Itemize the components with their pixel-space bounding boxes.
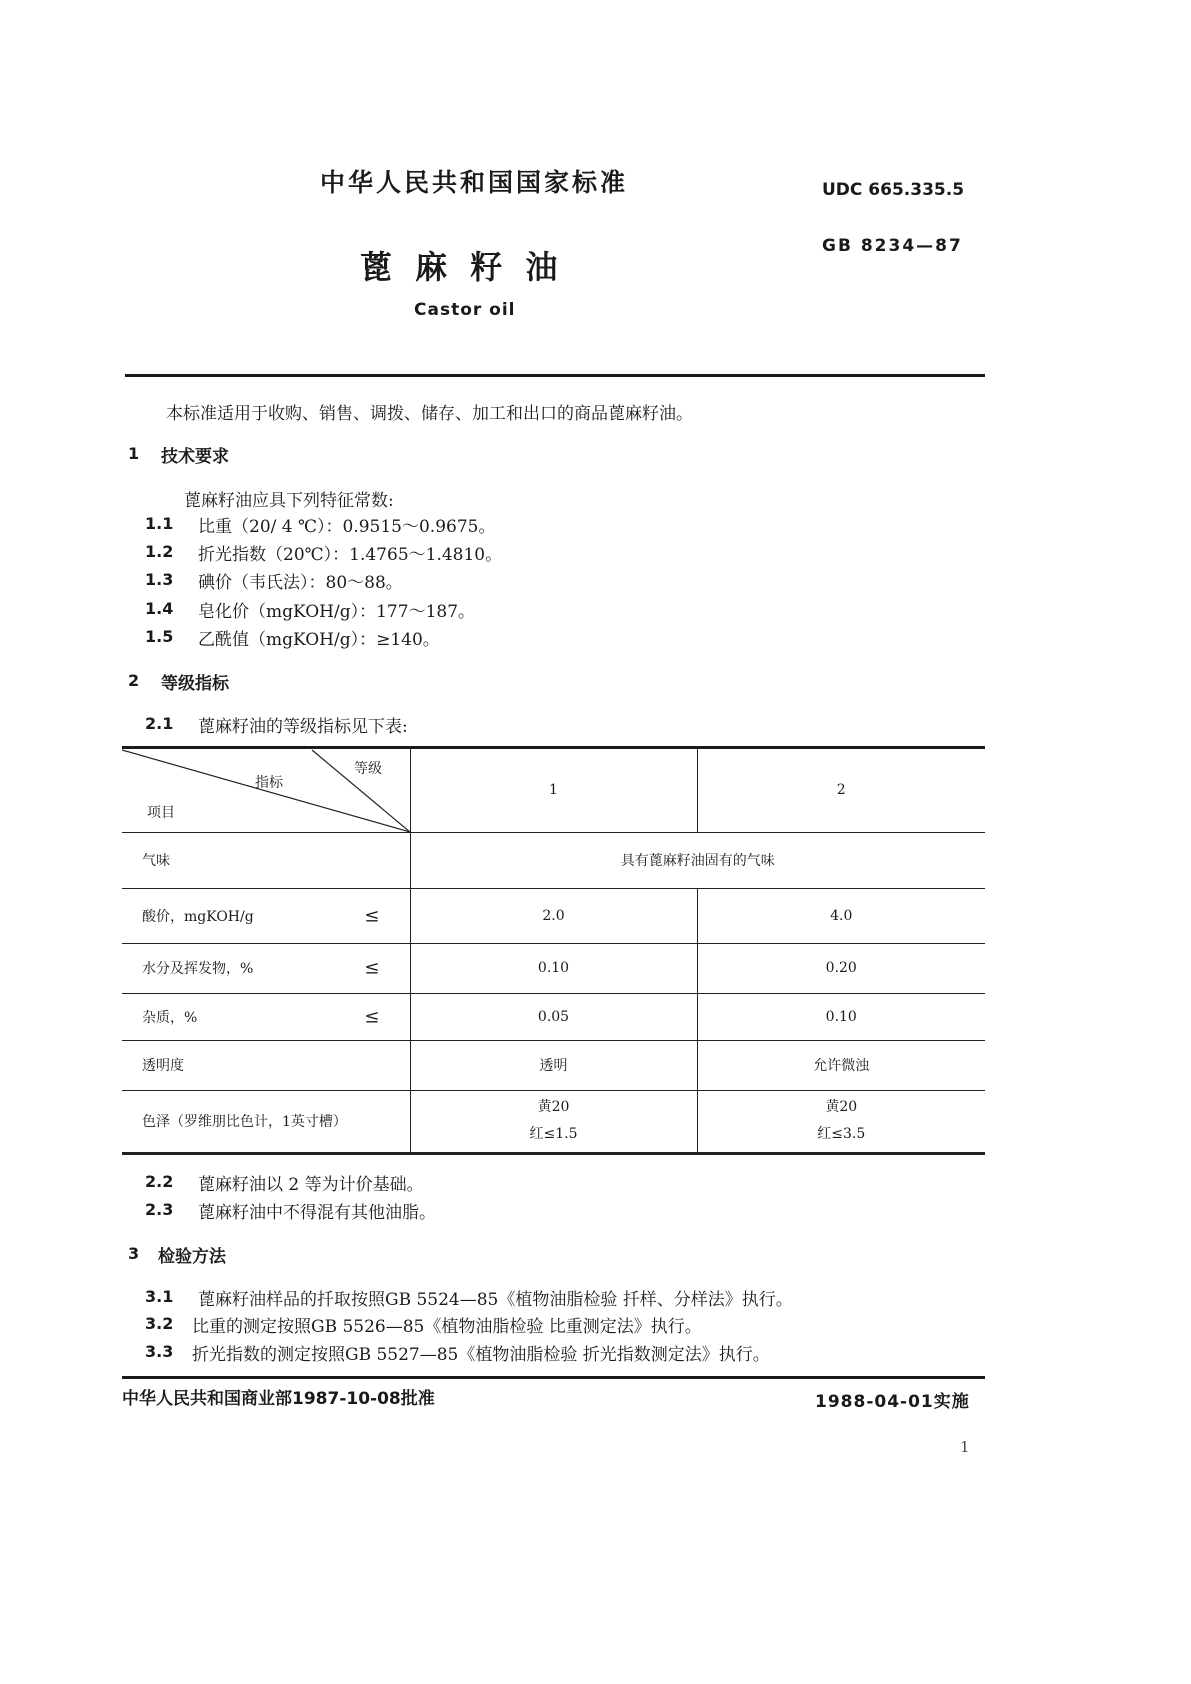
footer-rule [122,1376,985,1379]
row-item: 透明度 [122,1040,410,1090]
grade2-value: 允许微浊 [697,1040,985,1090]
row-item-cell [122,993,410,1040]
section-lead: 蓖麻籽油应具下列特征常数: [184,491,394,511]
section-number: 1 [128,444,140,463]
grade1-red: 红≤1.5 [529,1126,578,1142]
corner-grade: 等级 [354,761,382,777]
grade1-yellow: 黄20 [537,1099,570,1115]
udc-code: UDC 665.335.5 [822,180,965,200]
standard-org: 中华人民共和国国家标准 [320,168,629,197]
grade-header: 1 [410,748,697,832]
row-item: 酸价，mgKOH/g [142,908,254,925]
section-number: 3 [128,1244,140,1263]
item-number: 1.3 [145,570,174,589]
item-number: 1.2 [145,542,174,561]
item-number: 2.1 [145,714,174,733]
corner-index: 指标 [255,775,283,791]
grade2-value: 4.0 [697,888,985,943]
operator: ≤ [364,905,380,926]
item-text: 折光指数（20℃）：1.4765～1.4810。 [198,545,503,565]
grade-table [122,748,985,1155]
page-number: 1 [960,1438,970,1456]
row-item: 杂质，% [142,1009,198,1026]
grade1-value: 2.0 [410,888,697,943]
item-number: 1.4 [145,599,174,618]
grade2-value: 0.10 [697,993,985,1040]
item-text: 蓖麻籽油的等级指标见下表: [198,717,408,737]
item-text: 蓖麻籽油样品的扦取按照GB 5524—85《植物油脂检验 扦样、分样法》执行。 [198,1290,793,1310]
section-title: 检验方法 [158,1247,226,1267]
operator: ≤ [364,957,380,979]
table-header-row [122,748,985,832]
row-item: 气味 [122,832,410,888]
item-number: 2.2 [145,1172,174,1191]
grade1-value: 0.05 [410,993,697,1040]
table-row [122,943,985,993]
grade2-value: 0.20 [697,943,985,993]
corner-item: 项目 [147,805,175,821]
item-text: 折光指数的测定按照GB 5527—85《植物油脂检验 折光指数测定法》执行。 [192,1345,770,1365]
grade-header: 2 [697,748,985,832]
grade2-value-cell [697,1090,985,1153]
grade1-value-cell [410,1090,697,1153]
table-row [122,888,985,943]
item-number: 3.3 [145,1342,174,1361]
item-text: 蓖麻籽油中不得混有其他油脂。 [198,1203,436,1223]
grade1-value: 透明 [410,1040,697,1090]
item-text: 蓖麻籽油以 2 等为计价基础。 [198,1175,424,1195]
grade1-value: 0.10 [410,943,697,993]
row-item: 水分及挥发物，% [142,961,254,977]
page-title: 蓖 麻 籽 油 [360,248,564,286]
table-row [122,993,985,1040]
section-title: 技术要求 [161,447,229,467]
grade2-red: 红≤3.5 [817,1126,866,1142]
gb-code: GB 8234—87 [822,236,963,256]
table-row [122,1090,985,1153]
item-text: 比重的测定按照GB 5526—85《植物油脂检验 比重测定法》执行。 [192,1317,702,1337]
table-row [122,1040,985,1090]
item-number: 3.2 [145,1314,174,1333]
item-number: 3.1 [145,1287,174,1306]
item-number: 1.5 [145,627,174,646]
intro-text: 本标准适用于收购、销售、调拨、储存、加工和出口的商品蓖麻籽油。 [166,404,693,424]
grade2-yellow: 黄20 [825,1099,858,1115]
item-text: 皂化价（mgKOH/g）：177～187。 [198,602,476,622]
row-item-cell [122,943,410,993]
section-number: 2 [128,671,140,690]
item-text: 乙酰值（mgKOH/g）：≥140。 [198,630,440,650]
item-number: 2.3 [145,1200,174,1219]
item-number: 1.1 [145,514,174,533]
effective-date: 1988-04-01实施 [815,1392,970,1412]
header-rule [125,374,985,377]
row-item: 色泽（罗维朋比色计，1英寸槽） [122,1090,410,1153]
section-title: 等级指标 [161,674,229,694]
operator: ≤ [364,1006,380,1027]
row-span-value: 具有蓖麻籽油固有的气味 [410,832,985,888]
approval-date: 中华人民共和国商业部1987-10-08批准 [122,1389,435,1409]
corner-cell [122,748,410,832]
row-item-cell [122,888,410,943]
table-row [122,832,985,888]
item-text: 碘价（韦氏法）：80～88。 [198,573,403,593]
english-title: Castor oil [414,300,516,320]
item-text: 比重（20/ 4 ℃）：0.9515～0.9675。 [198,517,496,537]
